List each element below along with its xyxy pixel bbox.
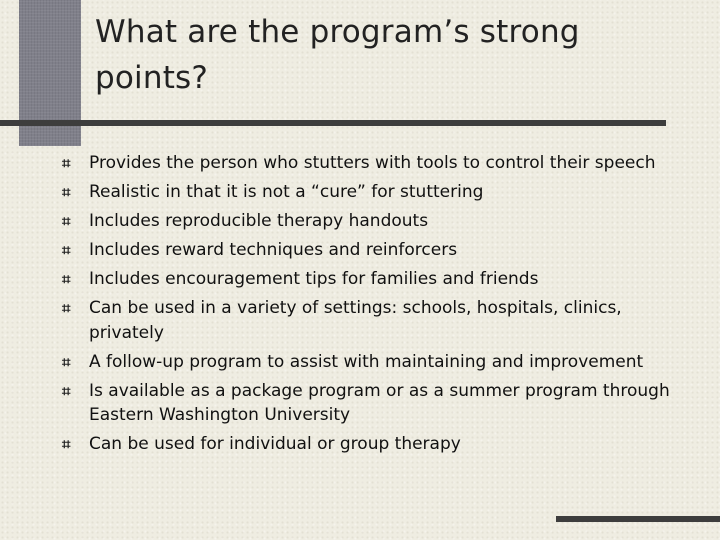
slide-title: What are the program’s strong points?	[95, 14, 580, 96]
bullet-text: Realistic in that it is not a “cure” for stuttering	[89, 182, 484, 202]
list-item	[62, 350, 689, 375]
bullet-icon: ⌗	[62, 154, 71, 172]
list-item	[62, 238, 689, 263]
bullet-text: Is available as a package program or as a summer program through Eastern Washington University	[89, 380, 670, 425]
bullet-text: Includes reproducible therapy handouts	[89, 211, 429, 231]
bullet-icon: ⌗	[62, 435, 71, 453]
bullet-icon: ⌗	[62, 299, 71, 317]
bullet-text: Can be used for individual or group therapy	[89, 434, 461, 454]
bullet-text: Can be used in a variety of settings: schools, hospitals, clinics, privately	[89, 298, 622, 343]
list-item	[62, 432, 689, 457]
footer-divider	[556, 516, 720, 522]
list-item	[62, 209, 689, 234]
list-item	[62, 379, 689, 428]
bullet-text: Includes reward techniques and reinforcers	[89, 240, 458, 260]
bullet-icon: ⌗	[62, 183, 71, 201]
list-item	[62, 180, 689, 205]
bullet-text: Includes encouragement tips for families and friends	[89, 269, 539, 289]
bullet-text: A follow-up program to assist with maintaining and improvement	[89, 351, 644, 372]
bullet-icon: ⌗	[62, 352, 71, 371]
list-item	[62, 296, 689, 345]
list-item	[62, 151, 689, 176]
bullet-list	[62, 151, 689, 461]
bullet-icon: ⌗	[62, 241, 71, 259]
bullet-icon: ⌗	[62, 381, 71, 400]
bullet-text: Provides the person who stutters with tools to control their speech	[89, 153, 656, 173]
bullet-icon: ⌗	[62, 270, 71, 288]
title-divider	[0, 120, 666, 126]
bullet-icon: ⌗	[62, 212, 71, 230]
list-item	[62, 267, 689, 292]
